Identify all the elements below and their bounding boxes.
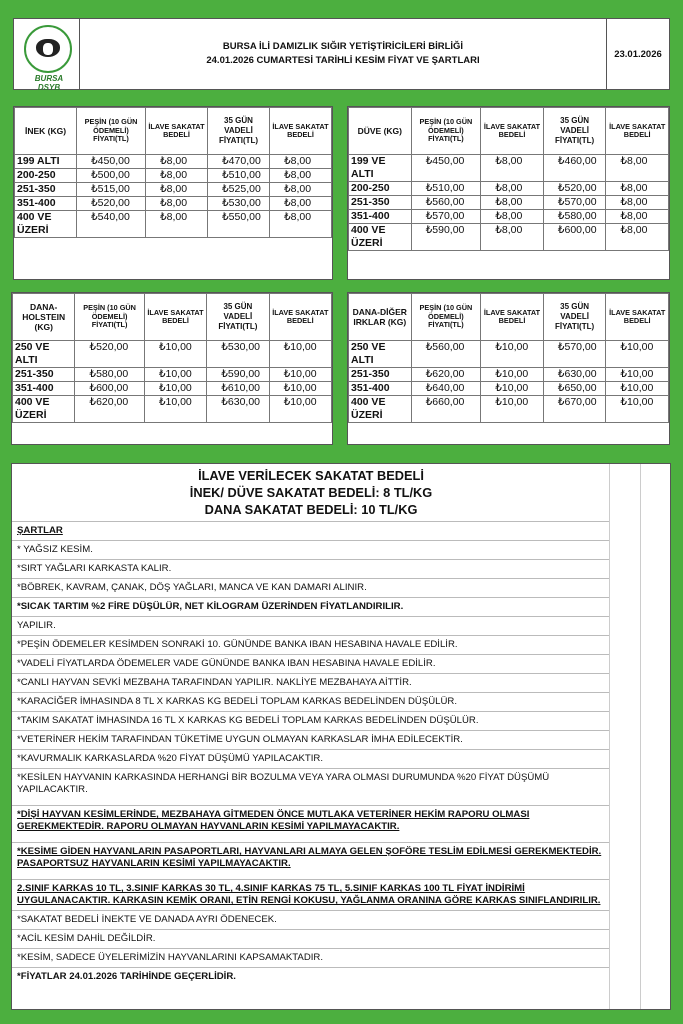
table-row bbox=[349, 396, 669, 423]
column-header: PEŞİN (10 GÜN ÖDEMELİ) FİYATI(TL) bbox=[75, 294, 144, 341]
price-cell: ₺610,00 bbox=[207, 382, 269, 396]
price-cell: ₺640,00 bbox=[411, 382, 481, 396]
condition-item: *KARACİĞER İMHASINDA 8 TL X KARKAS KG BEDELİ TOPLAM KARKAS BEDELİNDEN DÜŞÜLÜR. bbox=[12, 692, 610, 711]
price-cell: ₺10,00 bbox=[144, 341, 206, 368]
table-row bbox=[15, 211, 332, 238]
condition-item: YAPILIR. bbox=[12, 616, 610, 635]
price-cell: ₺620,00 bbox=[411, 368, 481, 382]
table-row bbox=[349, 210, 669, 224]
column-header: İLAVE SAKATAT BEDELİ bbox=[146, 108, 208, 155]
column-header: DANA-DİĞER IRKLAR (KG) bbox=[349, 294, 412, 341]
price-cell: ₺8,00 bbox=[481, 155, 544, 182]
condition-item: *DİŞİ HAYVAN KESİMLERİNDE, MEZBAHAYA GİTMEDEN ÖNCE MUTLAKA VETERİNER HEKİM RAPORU OLMASI GEREKMEKTEDİR. RAPORU OLMAYAN HAYVANLARIN KESİMİ YAPILMAYACAKTIR. bbox=[12, 805, 610, 836]
price-cell: ₺450,00 bbox=[77, 155, 146, 169]
table-header-row bbox=[349, 294, 669, 341]
column-header: 35 GÜN VADELİ FİYATI(TL) bbox=[543, 294, 606, 341]
price-cell: ₺620,00 bbox=[75, 396, 144, 423]
table-row bbox=[349, 382, 669, 396]
weight-range-cell: 400 VE ÜZERİ bbox=[349, 396, 412, 423]
condition-item: *SICAK TARTIM %2 FİRE DÜŞÜLÜR, NET KİLOGRAM ÜZERİNDEN FİYATLANDIRILIR. bbox=[12, 597, 610, 616]
table-inek bbox=[13, 106, 333, 280]
conditions-section bbox=[11, 463, 671, 1010]
weight-range-cell: 199 ALTI bbox=[15, 155, 77, 169]
column-header: İLAVE SAKATAT BEDELİ bbox=[481, 294, 544, 341]
column-header: 35 GÜN VADELİ FİYATI(TL) bbox=[208, 108, 270, 155]
column-header: 35 GÜN VADELİ FİYATI(TL) bbox=[207, 294, 269, 341]
price-cell: ₺520,00 bbox=[75, 341, 144, 368]
table-header-row bbox=[15, 108, 332, 155]
weight-range-cell: 200-250 bbox=[15, 169, 77, 183]
table-row bbox=[349, 224, 669, 251]
price-cell: ₺10,00 bbox=[481, 368, 544, 382]
condition-item: * YAĞSIZ KESİM. bbox=[12, 540, 610, 559]
weight-range-cell: 351-400 bbox=[349, 382, 412, 396]
price-cell: ₺10,00 bbox=[606, 382, 669, 396]
condition-item: *KESİME GİDEN HAYVANLARIN PASAPORTLARI, HAYVANLARI ALMAYA GELEN ŞOFÖRE TESLİM EDİLMESİ GEREKMEKTEDİR. PASAPORTSUZ HAYVANLARIN KESİMİ YAPILMAYACAKTIR. bbox=[12, 842, 610, 873]
condition-item: *FİYATLAR 24.01.2026 TARİHİNDE GEÇERLİDİR. bbox=[12, 967, 610, 986]
price-cell: ₺570,00 bbox=[411, 210, 481, 224]
table-row bbox=[15, 183, 332, 197]
price-cell: ₺570,00 bbox=[543, 196, 606, 210]
weight-range-cell: 251-350 bbox=[349, 368, 412, 382]
price-cell: ₺650,00 bbox=[543, 382, 606, 396]
price-cell: ₺8,00 bbox=[270, 169, 332, 183]
conditions-heading: ŞARTLAR bbox=[12, 521, 610, 540]
price-cell: ₺600,00 bbox=[75, 382, 144, 396]
table-row bbox=[349, 196, 669, 210]
price-cell: ₺10,00 bbox=[144, 382, 206, 396]
price-cell: ₺550,00 bbox=[208, 211, 270, 238]
column-header: İNEK (KG) bbox=[15, 108, 77, 155]
table-row bbox=[15, 169, 332, 183]
condition-item: *SIRT YAĞLARI KARKASTA KALIR. bbox=[12, 559, 610, 578]
price-cell: ₺8,00 bbox=[606, 224, 669, 251]
weight-range-cell: 351-400 bbox=[13, 382, 75, 396]
logo-text: BURSA DSYB bbox=[34, 74, 64, 92]
weight-range-cell: 251-350 bbox=[349, 196, 412, 210]
price-cell: ₺8,00 bbox=[270, 197, 332, 211]
condition-item: *PEŞİN ÖDEMELER KESİMDEN SONRAKİ 10. GÜNÜNDE BANKA IBAN HESABINA HAVALE EDİLİR. bbox=[12, 635, 610, 654]
cow-icon bbox=[36, 39, 60, 57]
table-row bbox=[13, 341, 332, 368]
price-cell: ₺500,00 bbox=[77, 169, 146, 183]
condition-item: 2.SINIF KARKAS 10 TL, 3.SINIF KARKAS 30 TL, 4.SINIF KARKAS 75 TL, 5.SINIF KARKAS 100 TL FİYAT İNDİRİMİ UYGULANACAKTIR. KARKASIN KEMİK ORANI, ETİN RENGİ KOKUSU, YAĞLANMA ORANINA GÖRE KARKAS SINIFLANDIRILIR. bbox=[12, 879, 610, 910]
price-cell: ₺10,00 bbox=[144, 396, 206, 423]
title-line-2: 24.01.2026 CUMARTESİ TARİHLİ KESİM FİYAT VE ŞARTLARI bbox=[206, 55, 480, 66]
condition-item: *SAKATAT BEDELİ İNEKTE VE DANADA AYRI ÖDENECEK. bbox=[12, 910, 610, 929]
weight-range-cell: 400 VE ÜZERİ bbox=[15, 211, 77, 238]
price-cell: ₺8,00 bbox=[481, 224, 544, 251]
table-row bbox=[349, 368, 669, 382]
price-cell: ₺8,00 bbox=[146, 183, 208, 197]
price-cell: ₺8,00 bbox=[606, 182, 669, 196]
price-cell: ₺8,00 bbox=[270, 155, 332, 169]
price-cell: ₺10,00 bbox=[144, 368, 206, 382]
column-header: 35 GÜN VADELİ FİYATI(TL) bbox=[543, 108, 606, 155]
column-header: PEŞİN (10 GÜN ÖDEMELİ) FİYATI(TL) bbox=[77, 108, 146, 155]
price-cell: ₺580,00 bbox=[543, 210, 606, 224]
price-cell: ₺630,00 bbox=[543, 368, 606, 382]
column-header: DANA-HOLSTEIN (KG) bbox=[13, 294, 75, 341]
page-title bbox=[80, 19, 607, 89]
price-cell: ₺10,00 bbox=[481, 341, 544, 368]
price-cell: ₺8,00 bbox=[481, 210, 544, 224]
logo bbox=[14, 19, 80, 92]
price-cell: ₺8,00 bbox=[146, 197, 208, 211]
price-cell: ₺10,00 bbox=[269, 382, 331, 396]
sakatat-inek-duve: İNEK/ DÜVE SAKATAT BEDELİ: 8 TL/KG bbox=[189, 485, 433, 500]
price-cell: ₺520,00 bbox=[77, 197, 146, 211]
column-header: İLAVE SAKATAT BEDELİ bbox=[481, 108, 544, 155]
price-cell: ₺10,00 bbox=[269, 341, 331, 368]
weight-range-cell: 251-350 bbox=[13, 368, 75, 382]
price-cell: ₺8,00 bbox=[606, 210, 669, 224]
table-diger bbox=[347, 292, 670, 445]
price-cell: ₺590,00 bbox=[411, 224, 481, 251]
weight-range-cell: 199 VE ALTI bbox=[349, 155, 412, 182]
price-cell: ₺515,00 bbox=[77, 183, 146, 197]
price-cell: ₺10,00 bbox=[269, 368, 331, 382]
price-cell: ₺530,00 bbox=[208, 197, 270, 211]
condition-item: *CANLI HAYVAN SEVKİ MEZBAHA TARAFINDAN YAPILIR. NAKLİYE MEZBAHAYA AİTTİR. bbox=[12, 673, 610, 692]
price-cell: ₺450,00 bbox=[411, 155, 481, 182]
table-holstein bbox=[11, 292, 333, 445]
condition-item: *BÖBREK, KAVRAM, ÇANAK, DÖŞ YAĞLARI, MANCA VE KAN DAMARI ALINIR. bbox=[12, 578, 610, 597]
price-cell: ₺10,00 bbox=[606, 341, 669, 368]
price-cell: ₺580,00 bbox=[75, 368, 144, 382]
weight-range-cell: 351-400 bbox=[15, 197, 77, 211]
condition-item: *ACİL KESİM DAHİL DEĞİLDİR. bbox=[12, 929, 610, 948]
price-cell: ₺530,00 bbox=[207, 341, 269, 368]
price-cell: ₺8,00 bbox=[146, 169, 208, 183]
header bbox=[13, 18, 670, 90]
price-cell: ₺8,00 bbox=[270, 183, 332, 197]
column-header: İLAVE SAKATAT BEDELİ bbox=[270, 108, 332, 155]
weight-range-cell: 400 VE ÜZERİ bbox=[349, 224, 412, 251]
weight-range-cell: 250 VE ALTI bbox=[349, 341, 412, 368]
price-cell: ₺560,00 bbox=[411, 341, 481, 368]
conditions-list bbox=[12, 540, 610, 986]
price-cell: ₺10,00 bbox=[606, 396, 669, 423]
price-cell: ₺600,00 bbox=[543, 224, 606, 251]
title-line-1: BURSA İLİ DAMIZLIK SIĞIR YETİŞTİRİCİLERİ BİRLİĞİ bbox=[222, 41, 464, 52]
column-header: İLAVE SAKATAT BEDELİ bbox=[144, 294, 206, 341]
price-cell: ₺10,00 bbox=[606, 368, 669, 382]
price-cell: ₺470,00 bbox=[208, 155, 270, 169]
condition-item: *VADELİ FİYATLARDA ÖDEMELER VADE GÜNÜNDE BANKA IBAN HESABINA HAVALE EDİLİR. bbox=[12, 654, 610, 673]
table-row bbox=[349, 155, 669, 182]
condition-item: *KESİM, SADECE ÜYELERİMİZİN HAYVANLARINI KAPSAMAKTADIR. bbox=[12, 948, 610, 967]
condition-item: *KESİLEN HAYVANIN KARKASINDA HERHANGİ BİR BOZULMA VEYA YARA OLMASI DURUMUNDA %20 FİYAT DÜŞÜMÜ YAPILACAKTIR. bbox=[12, 768, 610, 799]
weight-range-cell: 250 VE ALTI bbox=[13, 341, 75, 368]
price-cell: ₺10,00 bbox=[269, 396, 331, 423]
price-cell: ₺8,00 bbox=[481, 182, 544, 196]
column-header: İLAVE SAKATAT BEDELİ bbox=[606, 294, 669, 341]
price-cell: ₺590,00 bbox=[207, 368, 269, 382]
weight-range-cell: 351-400 bbox=[349, 210, 412, 224]
price-cell: ₺8,00 bbox=[146, 211, 208, 238]
price-cell: ₺10,00 bbox=[481, 396, 544, 423]
condition-item: *VETERİNER HEKİM TARAFINDAN TÜKETİME UYGUN OLMAYAN KARKASLAR İMHA EDİLECEKTİR. bbox=[12, 730, 610, 749]
column-header: İLAVE SAKATAT BEDELİ bbox=[606, 108, 669, 155]
weight-range-cell: 200-250 bbox=[349, 182, 412, 196]
table-row bbox=[13, 396, 332, 423]
price-cell: ₺8,00 bbox=[606, 155, 669, 182]
table-row bbox=[13, 368, 332, 382]
weight-range-cell: 251-350 bbox=[15, 183, 77, 197]
table-row bbox=[15, 197, 332, 211]
condition-item: *KAVURMALIK KARKASLARDA %20 FİYAT DÜŞÜMÜ YAPILACAKTIR. bbox=[12, 749, 610, 768]
price-cell: ₺8,00 bbox=[146, 155, 208, 169]
price-cell: ₺520,00 bbox=[543, 182, 606, 196]
price-cell: ₺10,00 bbox=[481, 382, 544, 396]
price-cell: ₺660,00 bbox=[411, 396, 481, 423]
column-header: PEŞİN (10 GÜN ÖDEMELİ) FİYATI(TL) bbox=[411, 108, 481, 155]
price-cell: ₺630,00 bbox=[207, 396, 269, 423]
table-header-row bbox=[13, 294, 332, 341]
table-row bbox=[13, 382, 332, 396]
table-row bbox=[349, 182, 669, 196]
price-cell: ₺8,00 bbox=[481, 196, 544, 210]
table-row bbox=[15, 155, 332, 169]
price-cell: ₺670,00 bbox=[543, 396, 606, 423]
price-cell: ₺570,00 bbox=[543, 341, 606, 368]
table-duve bbox=[347, 106, 670, 280]
price-cell: ₺8,00 bbox=[606, 196, 669, 210]
column-header: PEŞİN (10 GÜN ÖDEMELİ) FİYATI(TL) bbox=[411, 294, 481, 341]
header-date: 23.01.2026 bbox=[614, 48, 662, 60]
column-header: İLAVE SAKATAT BEDELİ bbox=[269, 294, 331, 341]
price-cell: ₺510,00 bbox=[208, 169, 270, 183]
price-cell: ₺560,00 bbox=[411, 196, 481, 210]
price-cell: ₺510,00 bbox=[411, 182, 481, 196]
weight-range-cell: 400 VE ÜZERİ bbox=[13, 396, 75, 423]
table-row bbox=[349, 341, 669, 368]
column-header: DÜVE (KG) bbox=[349, 108, 412, 155]
sakatat-title: İLAVE VERİLECEK SAKATAT BEDELİ bbox=[198, 468, 424, 483]
condition-item: *TAKIM SAKATAT İMHASINDA 16 TL X KARKAS KG BEDELİ TOPLAM KARKAS BEDELİNDEN DÜŞÜLÜR. bbox=[12, 711, 610, 730]
table-header-row bbox=[349, 108, 669, 155]
price-cell: ₺460,00 bbox=[543, 155, 606, 182]
price-cell: ₺525,00 bbox=[208, 183, 270, 197]
price-cell: ₺540,00 bbox=[77, 211, 146, 238]
price-cell: ₺8,00 bbox=[270, 211, 332, 238]
sakatat-dana: DANA SAKATAT BEDELİ: 10 TL/KG bbox=[204, 502, 418, 517]
